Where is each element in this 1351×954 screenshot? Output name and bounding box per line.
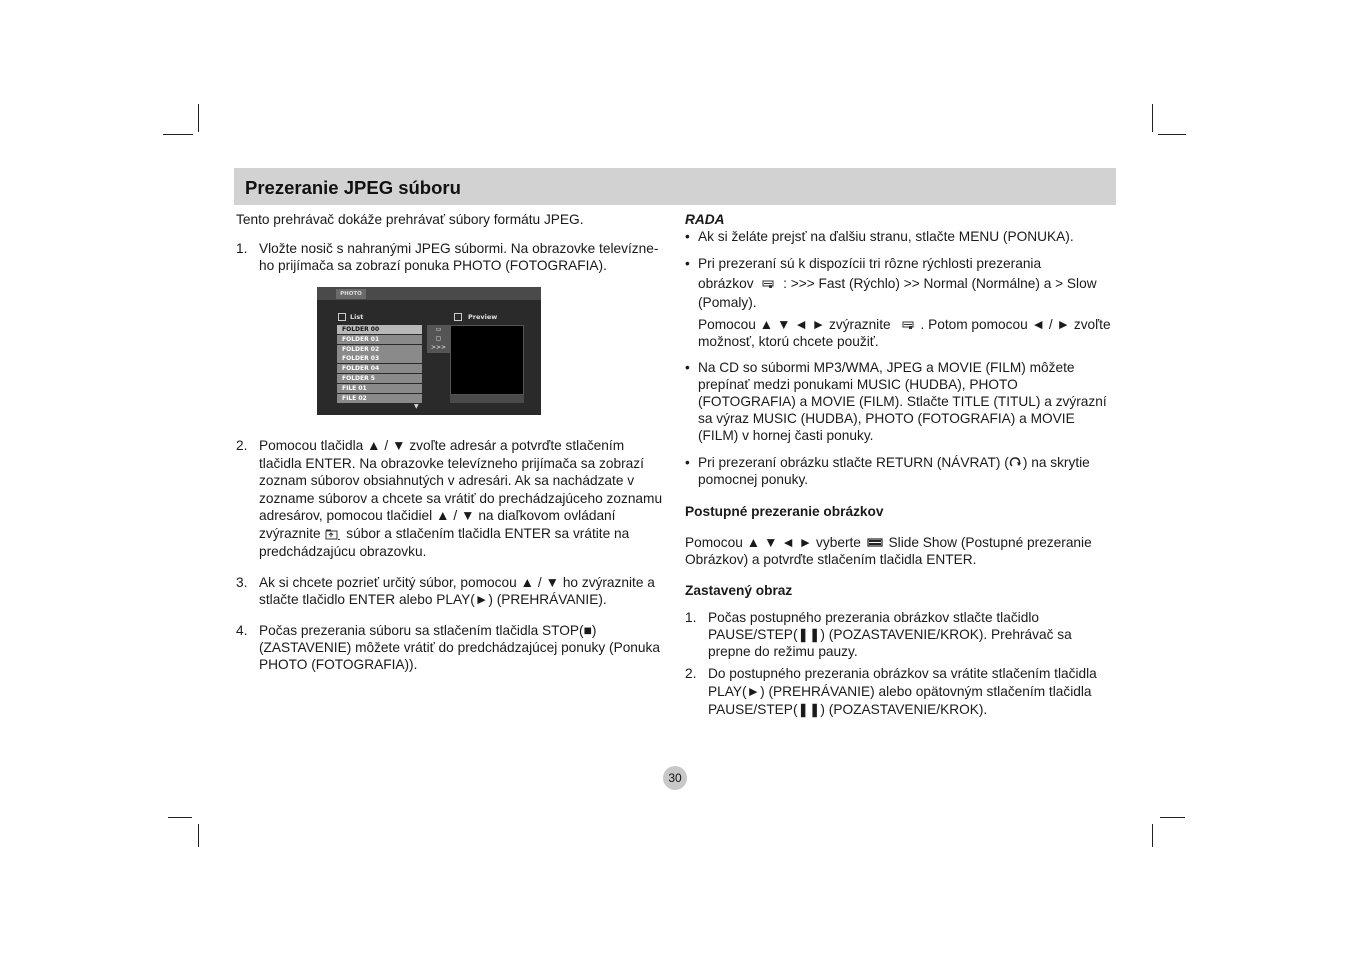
step-number: 3.: [236, 575, 248, 591]
step-number: 1.: [685, 609, 697, 625]
intro-text: Tento prehrávač dokáže prehrávať súbory formátu JPEG.: [236, 212, 584, 227]
scroll-down-icon: ▼: [414, 403, 419, 410]
osd-file-list: [337, 325, 422, 403]
page-number: 30: [663, 766, 687, 790]
tip-text: Pri prezeraní sú k dispozícii tri rôzne rýchlosti prezerania: [698, 256, 1042, 271]
speed-button[interactable]: >>>: [430, 344, 447, 351]
list-item: [236, 622, 666, 673]
still-steps-list: [685, 609, 1115, 719]
crop-mark: [1158, 134, 1186, 135]
slideshow-icon: [865, 537, 885, 548]
osd-preview-bar: [450, 395, 524, 403]
step-number: 2.: [685, 665, 697, 681]
return-icon: [1009, 457, 1023, 468]
list-item: • Ak si želáte prejsť na ďalšiu stranu, stlačte MENU (PONUKA).: [685, 229, 1074, 244]
preview-icon: [454, 313, 462, 321]
step-text: súbor a stlačením tlačidla ENTER sa vrátite na predchádzajúcu obrazovku.: [259, 525, 630, 559]
crop-mark: [198, 104, 199, 132]
step-number: 2.: [236, 438, 248, 453]
crop-mark: [163, 134, 193, 135]
slideshow-text-b: Slide Show (Postupné prezeranie Obrázkov) a potvrďte stlačením tlačidla ENTER.: [685, 534, 1092, 567]
steps-list: [236, 437, 666, 673]
crop-mark: [1160, 817, 1185, 818]
list-item: • Pri prezeraní sú k dispozícii tri rôzne rýchlosti prezerania obrázkov : >>> Fast (Rýchlo) >> Normal (Normálne) a > Slow (Pomaly). Pomocou ▲ ▼ ◄ ► zvýraznite . Potom pomocou ◄ / ► zvoľte možnosť, ktorú chcete použiť.: [685, 254, 1115, 350]
step-text: Do postupného prezerania obrázkov sa vrátite stlačením tlačidla PLAY(►) (PREHRÁVANIE) alebo opätovným stlačením tlačidla PAUSE/STEP(❚❚) (POZASTAVENIE/KROK).: [708, 665, 1097, 717]
list-item: [236, 240, 666, 274]
tips-list: [685, 228, 1115, 488]
tip-text: Ak si želáte prejsť na ďalšiu stranu, stlačte MENU (PONUKA).: [698, 229, 1074, 244]
step-number: 4.: [236, 623, 248, 639]
speed-icon: [894, 319, 920, 331]
right-column: [685, 211, 1115, 719]
left-column: [236, 211, 666, 673]
list-item[interactable]: FOLDER 02: [337, 345, 422, 354]
crop-mark: [168, 817, 192, 818]
crop-mark: [1152, 104, 1153, 132]
steps-list: [236, 240, 666, 274]
folder-up-icon: [324, 528, 342, 541]
tip-text: . Potom pomocou ◄ / ► zvoľte možnosť, ktorú chcete použiť.: [698, 316, 1111, 349]
list-icon: [338, 313, 346, 321]
tip-text: Pri prezeraní obrázku stlačte RETURN (NÁVRAT) (: [698, 454, 1009, 470]
list-item: [236, 574, 666, 608]
step-number: 1.: [236, 241, 248, 256]
speed-icon: [757, 278, 779, 290]
tip-text: Na CD so súbormi MP3/WMA, JPEG a MOVIE (FILM) môžete prepínať medzi ponukami MUSIC (HUDBA), PHOTO (FOTOGRAFIA) a MOVIE (FILM). Stlačte TITLE (TITUL) a zvýrazní sa výraz MUSIC (HUDBA), PHOTO (FOTOGRAFIA) a MOVIE (FILM) v hornej časti ponuky.: [698, 359, 1107, 443]
step-text: Počas postupného prezerania obrázkov stlačte tlačidlo PAUSE/STEP(❚❚) (POZASTAVENIE/KROK). Prehrávač sa prepne do režimu pauzy.: [708, 609, 1072, 659]
tip-title: RADA: [685, 212, 725, 227]
tip-text: Pomocou ▲ ▼ ◄ ► zvýraznite: [698, 316, 891, 332]
step-text: Pomocou tlačidla ▲ / ▼ zvoľte adresár a potvrďte stlačením tlačidla ENTER. Na obrazovke televízneho prijímača sa zobrazí zoznam súborov obsiahnutých v adresári. Ak sa nachádzate v zozname súborov a chcete sa vrátiť do prechádzajúceho zoznamu adresárov, pomocou tlačidiel ▲ / ▼ na diaľkovom ovládaní zvýraznite: [259, 438, 663, 541]
photo-menu-screenshot: [317, 287, 541, 415]
slideshow-icon[interactable]: ▭: [435, 326, 442, 333]
slideshow-title: Postupné prezeranie obrázkov: [685, 503, 884, 519]
folder-up-icon[interactable]: ▢: [435, 335, 442, 342]
list-item: • Na CD so súbormi MP3/WMA, JPEG a MOVIE (FILM) môžete prepínať medzi ponukami MUSIC (HUDBA), PHOTO (FOTOGRAFIA) a MOVIE (FILM). Stlačte TITLE (TITUL) a zvýrazní sa výraz MUSIC (HUDBA), PHOTO (FOTOGRAFIA) a MOVIE (FILM) v hornej časti ponuky.: [685, 359, 1107, 443]
list-item: • Pri prezeraní obrázku stlačte RETURN (NÁVRAT) ( ) na skrytie pomocnej ponuky.: [685, 454, 1090, 487]
list-item: [685, 665, 1115, 719]
still-title: Zastavený obraz: [685, 582, 793, 598]
crop-mark: [1152, 824, 1153, 847]
section-header: [234, 168, 1116, 205]
list-item[interactable]: FILE 02: [337, 394, 422, 403]
list-item[interactable]: FOLDER 00: [337, 325, 422, 334]
step-text: Ak si chcete pozrieť určitý súbor, pomocou ▲ / ▼ ho zvýraznite a stlačte tlačidlo ENTER alebo PLAY(►) (PREHRÁVANIE).: [259, 575, 655, 608]
slideshow-text: [685, 534, 1115, 568]
osd-preview-label: Preview: [468, 313, 498, 321]
list-item[interactable]: FOLDER 04: [337, 364, 422, 373]
tip-text: ) na skrytie pomocnej ponuky.: [698, 454, 1090, 487]
osd-control-buttons: [427, 325, 450, 353]
list-item[interactable]: FOLDER 5: [337, 374, 422, 383]
list-item: [236, 437, 666, 560]
osd-preview-area: [450, 325, 524, 395]
list-item[interactable]: FOLDER 03: [337, 354, 422, 363]
tip-subtext: [698, 316, 1115, 350]
list-item[interactable]: FOLDER 01: [337, 335, 422, 344]
list-item[interactable]: FILE 01: [337, 384, 422, 393]
slideshow-text-a: Pomocou ▲ ▼ ◄ ► vyberte: [685, 534, 861, 550]
osd-list-label: List: [350, 313, 364, 321]
tip-text: obrázkov: [698, 275, 754, 291]
list-item: [685, 609, 1115, 660]
crop-mark: [198, 824, 199, 847]
osd-top-bar: [317, 287, 541, 300]
tip-text: : >>> Fast (Rýchlo) >> Normal (Normálne) a > Slow (Pomaly).: [698, 275, 1097, 310]
step-text: Vložte nosič s nahranými JPEG súbormi. Na obrazovke televízne-ho prijímača sa zobrazí ponuka PHOTO (FOTOGRAFIA).: [259, 241, 659, 273]
page-title: Prezeranie JPEG súboru: [245, 177, 461, 198]
step-text: Počas prezerania súboru sa stlačením tlačidla STOP(■) (ZASTAVENIE) môžete vrátiť do predchádzajúcej ponuky (Ponuka PHOTO (FOTOGRAFIA)).: [259, 623, 660, 673]
osd-tab-photo: PHOTO: [336, 289, 366, 299]
